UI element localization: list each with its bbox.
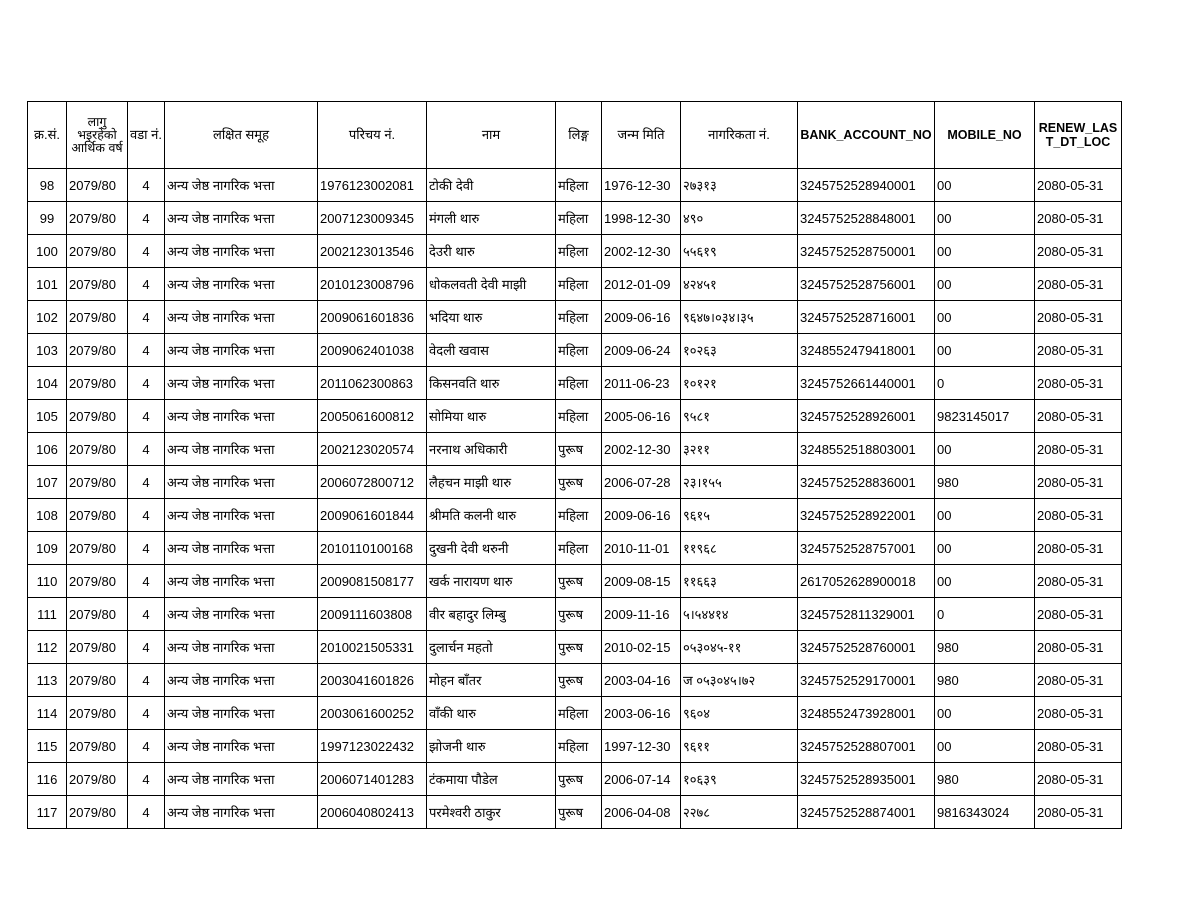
cell-fiscal-year: 2079/80 xyxy=(67,268,128,301)
cell-id-no: 2009062401038 xyxy=(318,334,427,367)
header-name: नाम xyxy=(427,102,556,169)
cell-fiscal-year: 2079/80 xyxy=(67,400,128,433)
cell-target-group: अन्य जेष्ठ नागरिक भत्ता xyxy=(165,169,318,202)
cell-citizenship-no: ०५३०४५-११ xyxy=(681,631,798,664)
cell-dob: 2006-07-14 xyxy=(602,763,681,796)
cell-bank-account-no: 3245752529170001 xyxy=(798,664,935,697)
cell-citizenship-no: २७३१३ xyxy=(681,169,798,202)
cell-dob: 2006-04-08 xyxy=(602,796,681,829)
cell-citizenship-no: ५।५४४१४ xyxy=(681,598,798,631)
cell-renew-last-dt-loc: 2080-05-31 xyxy=(1035,796,1122,829)
cell-mobile-no: 00 xyxy=(935,235,1035,268)
header-fiscal-year: लागु भइरहेको आर्थिक वर्ष xyxy=(67,102,128,169)
cell-gender: महिला xyxy=(556,367,602,400)
cell-renew-last-dt-loc: 2080-05-31 xyxy=(1035,235,1122,268)
cell-citizenship-no: ११६६३ xyxy=(681,565,798,598)
cell-mobile-no: 00 xyxy=(935,499,1035,532)
cell-gender: पुरूष xyxy=(556,565,602,598)
cell-target-group: अन्य जेष्ठ नागरिक भत्ता xyxy=(165,565,318,598)
cell-mobile-no: 00 xyxy=(935,730,1035,763)
cell-citizenship-no: ५५६१९ xyxy=(681,235,798,268)
cell-name: श्रीमति कलनी थारु xyxy=(427,499,556,532)
cell-ward: 4 xyxy=(128,268,165,301)
cell-id-no: 1997123022432 xyxy=(318,730,427,763)
cell-serial: 112 xyxy=(28,631,67,664)
cell-dob: 2002-12-30 xyxy=(602,235,681,268)
cell-dob: 1976-12-30 xyxy=(602,169,681,202)
cell-name: नरनाथ अधिकारी xyxy=(427,433,556,466)
cell-ward: 4 xyxy=(128,400,165,433)
cell-fiscal-year: 2079/80 xyxy=(67,301,128,334)
cell-name: झोजनी थारु xyxy=(427,730,556,763)
cell-renew-last-dt-loc: 2080-05-31 xyxy=(1035,301,1122,334)
cell-target-group: अन्य जेष्ठ नागरिक भत्ता xyxy=(165,697,318,730)
cell-serial: 108 xyxy=(28,499,67,532)
cell-bank-account-no: 3245752528756001 xyxy=(798,268,935,301)
table-row xyxy=(28,202,1122,235)
table-row xyxy=(28,169,1122,202)
cell-name: परमेश्वरी ठाकुर xyxy=(427,796,556,829)
cell-dob: 2009-06-16 xyxy=(602,499,681,532)
cell-dob: 2009-08-15 xyxy=(602,565,681,598)
cell-gender: महिला xyxy=(556,730,602,763)
cell-citizenship-no: १०१२१ xyxy=(681,367,798,400)
cell-serial: 104 xyxy=(28,367,67,400)
cell-serial: 109 xyxy=(28,532,67,565)
cell-serial: 105 xyxy=(28,400,67,433)
cell-dob: 2009-06-24 xyxy=(602,334,681,367)
cell-bank-account-no: 3245752528750001 xyxy=(798,235,935,268)
cell-id-no: 2003061600252 xyxy=(318,697,427,730)
cell-target-group: अन्य जेष्ठ नागरिक भत्ता xyxy=(165,301,318,334)
cell-ward: 4 xyxy=(128,631,165,664)
cell-fiscal-year: 2079/80 xyxy=(67,499,128,532)
cell-target-group: अन्य जेष्ठ नागरिक भत्ता xyxy=(165,334,318,367)
cell-gender: पुरूष xyxy=(556,466,602,499)
cell-dob: 1997-12-30 xyxy=(602,730,681,763)
table-row xyxy=(28,499,1122,532)
cell-serial: 101 xyxy=(28,268,67,301)
cell-gender: महिला xyxy=(556,499,602,532)
cell-id-no: 2006040802413 xyxy=(318,796,427,829)
cell-gender: महिला xyxy=(556,400,602,433)
cell-fiscal-year: 2079/80 xyxy=(67,433,128,466)
cell-ward: 4 xyxy=(128,730,165,763)
cell-target-group: अन्य जेष्ठ नागरिक भत्ता xyxy=(165,631,318,664)
cell-mobile-no: 00 xyxy=(935,334,1035,367)
cell-bank-account-no: 3245752528807001 xyxy=(798,730,935,763)
cell-id-no: 2007123009345 xyxy=(318,202,427,235)
cell-renew-last-dt-loc: 2080-05-31 xyxy=(1035,169,1122,202)
cell-name: वेदली खवास xyxy=(427,334,556,367)
cell-renew-last-dt-loc: 2080-05-31 xyxy=(1035,466,1122,499)
cell-mobile-no: 00 xyxy=(935,202,1035,235)
cell-gender: पुरूष xyxy=(556,631,602,664)
cell-fiscal-year: 2079/80 xyxy=(67,367,128,400)
cell-target-group: अन्य जेष्ठ नागरिक भत्ता xyxy=(165,367,318,400)
cell-name: वाँकी थारु xyxy=(427,697,556,730)
cell-bank-account-no: 3245752528848001 xyxy=(798,202,935,235)
cell-mobile-no: 980 xyxy=(935,466,1035,499)
cell-target-group: अन्य जेष्ठ नागरिक भत्ता xyxy=(165,499,318,532)
cell-gender: महिला xyxy=(556,235,602,268)
table-row xyxy=(28,235,1122,268)
cell-dob: 2002-12-30 xyxy=(602,433,681,466)
cell-mobile-no: 980 xyxy=(935,664,1035,697)
cell-fiscal-year: 2079/80 xyxy=(67,631,128,664)
cell-citizenship-no: १०२६३ xyxy=(681,334,798,367)
cell-id-no: 2009061601836 xyxy=(318,301,427,334)
cell-gender: पुरूष xyxy=(556,796,602,829)
header-row xyxy=(28,102,1122,169)
table-row xyxy=(28,367,1122,400)
cell-name: सोमिया थारु xyxy=(427,400,556,433)
cell-id-no: 1976123002081 xyxy=(318,169,427,202)
cell-gender: पुरूष xyxy=(556,763,602,796)
header-renew-last-dt-loc: RENEW_LAST_DT_LOC xyxy=(1035,102,1122,169)
header-target-group: लक्षित समूह xyxy=(165,102,318,169)
cell-renew-last-dt-loc: 2080-05-31 xyxy=(1035,367,1122,400)
cell-name: मोहन बाँतर xyxy=(427,664,556,697)
cell-name: भदिया थारु xyxy=(427,301,556,334)
cell-renew-last-dt-loc: 2080-05-31 xyxy=(1035,400,1122,433)
table-row xyxy=(28,730,1122,763)
cell-bank-account-no: 3245752661440001 xyxy=(798,367,935,400)
cell-target-group: अन्य जेष्ठ नागरिक भत्ता xyxy=(165,730,318,763)
cell-id-no: 2010123008796 xyxy=(318,268,427,301)
header-citizenship-no: नागरिकता नं. xyxy=(681,102,798,169)
cell-target-group: अन्य जेष्ठ नागरिक भत्ता xyxy=(165,598,318,631)
cell-fiscal-year: 2079/80 xyxy=(67,202,128,235)
cell-ward: 4 xyxy=(128,532,165,565)
cell-id-no: 2011062300863 xyxy=(318,367,427,400)
cell-renew-last-dt-loc: 2080-05-31 xyxy=(1035,334,1122,367)
cell-id-no: 2003041601826 xyxy=(318,664,427,697)
cell-name: धोकलवती देवी माझी xyxy=(427,268,556,301)
cell-fiscal-year: 2079/80 xyxy=(67,334,128,367)
table-row xyxy=(28,433,1122,466)
table-row xyxy=(28,763,1122,796)
cell-gender: महिला xyxy=(556,532,602,565)
cell-citizenship-no: २३।१५५ xyxy=(681,466,798,499)
cell-gender: महिला xyxy=(556,202,602,235)
cell-bank-account-no: 3245752528757001 xyxy=(798,532,935,565)
cell-bank-account-no: 3245752528716001 xyxy=(798,301,935,334)
table-row xyxy=(28,631,1122,664)
table-row xyxy=(28,466,1122,499)
cell-ward: 4 xyxy=(128,367,165,400)
cell-target-group: अन्य जेष्ठ नागरिक भत्ता xyxy=(165,796,318,829)
cell-dob: 2012-01-09 xyxy=(602,268,681,301)
header-ward: वडा नं. xyxy=(128,102,165,169)
cell-ward: 4 xyxy=(128,433,165,466)
cell-renew-last-dt-loc: 2080-05-31 xyxy=(1035,433,1122,466)
cell-id-no: 2009081508177 xyxy=(318,565,427,598)
cell-renew-last-dt-loc: 2080-05-31 xyxy=(1035,763,1122,796)
cell-id-no: 2009061601844 xyxy=(318,499,427,532)
cell-ward: 4 xyxy=(128,598,165,631)
cell-ward: 4 xyxy=(128,763,165,796)
cell-mobile-no: 980 xyxy=(935,631,1035,664)
cell-renew-last-dt-loc: 2080-05-31 xyxy=(1035,565,1122,598)
cell-ward: 4 xyxy=(128,565,165,598)
cell-bank-account-no: 3245752528926001 xyxy=(798,400,935,433)
cell-id-no: 2002123020574 xyxy=(318,433,427,466)
table-row xyxy=(28,400,1122,433)
cell-serial: 102 xyxy=(28,301,67,334)
cell-serial: 117 xyxy=(28,796,67,829)
cell-gender: महिला xyxy=(556,697,602,730)
cell-citizenship-no: ९६०४ xyxy=(681,697,798,730)
cell-renew-last-dt-loc: 2080-05-31 xyxy=(1035,268,1122,301)
cell-name: टंकमाया पौडेल xyxy=(427,763,556,796)
cell-serial: 100 xyxy=(28,235,67,268)
cell-ward: 4 xyxy=(128,499,165,532)
table-row xyxy=(28,697,1122,730)
cell-gender: पुरूष xyxy=(556,598,602,631)
cell-bank-account-no: 3245752811329001 xyxy=(798,598,935,631)
cell-fiscal-year: 2079/80 xyxy=(67,730,128,763)
cell-fiscal-year: 2079/80 xyxy=(67,466,128,499)
cell-fiscal-year: 2079/80 xyxy=(67,532,128,565)
cell-name: वीर बहादुर लिम्बु xyxy=(427,598,556,631)
cell-bank-account-no: 3245752528940001 xyxy=(798,169,935,202)
cell-serial: 111 xyxy=(28,598,67,631)
cell-bank-account-no: 3248552473928001 xyxy=(798,697,935,730)
cell-mobile-no: 00 xyxy=(935,433,1035,466)
table-row xyxy=(28,532,1122,565)
cell-target-group: अन्य जेष्ठ नागरिक भत्ता xyxy=(165,532,318,565)
header-serial: क्र.सं. xyxy=(28,102,67,169)
cell-ward: 4 xyxy=(128,301,165,334)
cell-target-group: अन्य जेष्ठ नागरिक भत्ता xyxy=(165,664,318,697)
cell-id-no: 2002123013546 xyxy=(318,235,427,268)
header-gender: लिङ्ग xyxy=(556,102,602,169)
header-bank-account-no: BANK_ACCOUNT_NO xyxy=(798,102,935,169)
cell-citizenship-no: ९५८१ xyxy=(681,400,798,433)
cell-id-no: 2006071401283 xyxy=(318,763,427,796)
table-row xyxy=(28,301,1122,334)
cell-target-group: अन्य जेष्ठ नागरिक भत्ता xyxy=(165,400,318,433)
cell-mobile-no: 00 xyxy=(935,301,1035,334)
cell-ward: 4 xyxy=(128,796,165,829)
table-row xyxy=(28,268,1122,301)
cell-citizenship-no: ९६१५ xyxy=(681,499,798,532)
header-id-no: परिचय नं. xyxy=(318,102,427,169)
cell-citizenship-no: १०६३९ xyxy=(681,763,798,796)
cell-bank-account-no: 3245752528922001 xyxy=(798,499,935,532)
cell-fiscal-year: 2079/80 xyxy=(67,169,128,202)
cell-dob: 2006-07-28 xyxy=(602,466,681,499)
cell-gender: महिला xyxy=(556,169,602,202)
cell-mobile-no: 00 xyxy=(935,565,1035,598)
cell-target-group: अन्य जेष्ठ नागरिक भत्ता xyxy=(165,763,318,796)
cell-dob: 2005-06-16 xyxy=(602,400,681,433)
cell-name: टोकी देवी xyxy=(427,169,556,202)
cell-id-no: 2010021505331 xyxy=(318,631,427,664)
cell-ward: 4 xyxy=(128,466,165,499)
table-header xyxy=(28,102,1122,169)
cell-mobile-no: 9816343024 xyxy=(935,796,1035,829)
cell-dob: 2003-04-16 xyxy=(602,664,681,697)
cell-mobile-no: 00 xyxy=(935,532,1035,565)
cell-target-group: अन्य जेष्ठ नागरिक भत्ता xyxy=(165,202,318,235)
cell-serial: 114 xyxy=(28,697,67,730)
cell-citizenship-no: ९६११ xyxy=(681,730,798,763)
cell-renew-last-dt-loc: 2080-05-31 xyxy=(1035,697,1122,730)
cell-serial: 110 xyxy=(28,565,67,598)
cell-renew-last-dt-loc: 2080-05-31 xyxy=(1035,730,1122,763)
cell-bank-account-no: 3245752528874001 xyxy=(798,796,935,829)
cell-dob: 1998-12-30 xyxy=(602,202,681,235)
table-row xyxy=(28,664,1122,697)
cell-name: किसनवति थारु xyxy=(427,367,556,400)
cell-gender: पुरूष xyxy=(556,433,602,466)
cell-target-group: अन्य जेष्ठ नागरिक भत्ता xyxy=(165,235,318,268)
header-mobile-no: MOBILE_NO xyxy=(935,102,1035,169)
cell-id-no: 2009111603808 xyxy=(318,598,427,631)
cell-dob: 2009-11-16 xyxy=(602,598,681,631)
cell-serial: 99 xyxy=(28,202,67,235)
cell-dob: 2009-06-16 xyxy=(602,301,681,334)
cell-citizenship-no: ज ०५३०४५।७२ xyxy=(681,664,798,697)
cell-fiscal-year: 2079/80 xyxy=(67,697,128,730)
cell-gender: महिला xyxy=(556,301,602,334)
cell-mobile-no: 0 xyxy=(935,367,1035,400)
cell-citizenship-no: ४९० xyxy=(681,202,798,235)
cell-ward: 4 xyxy=(128,697,165,730)
cell-name: लैहचन माझी थारु xyxy=(427,466,556,499)
cell-mobile-no: 0 xyxy=(935,598,1035,631)
cell-fiscal-year: 2079/80 xyxy=(67,763,128,796)
cell-citizenship-no: ३२११ xyxy=(681,433,798,466)
cell-mobile-no: 00 xyxy=(935,268,1035,301)
cell-fiscal-year: 2079/80 xyxy=(67,598,128,631)
cell-bank-account-no: 3248552479418001 xyxy=(798,334,935,367)
cell-dob: 2010-11-01 xyxy=(602,532,681,565)
cell-ward: 4 xyxy=(128,664,165,697)
cell-name: दुखनी देवी थरुनी xyxy=(427,532,556,565)
cell-target-group: अन्य जेष्ठ नागरिक भत्ता xyxy=(165,268,318,301)
cell-bank-account-no: 2617052628900018 xyxy=(798,565,935,598)
cell-gender: पुरूष xyxy=(556,664,602,697)
cell-mobile-no: 00 xyxy=(935,169,1035,202)
cell-id-no: 2005061600812 xyxy=(318,400,427,433)
table-row xyxy=(28,334,1122,367)
table-body xyxy=(28,169,1122,829)
cell-bank-account-no: 3245752528935001 xyxy=(798,763,935,796)
cell-renew-last-dt-loc: 2080-05-31 xyxy=(1035,532,1122,565)
cell-name: खर्क नारायण थारु xyxy=(427,565,556,598)
cell-bank-account-no: 3248552518803001 xyxy=(798,433,935,466)
cell-gender: महिला xyxy=(556,334,602,367)
cell-serial: 106 xyxy=(28,433,67,466)
cell-id-no: 2010110100168 xyxy=(318,532,427,565)
table-row xyxy=(28,565,1122,598)
records-table xyxy=(27,101,1122,829)
cell-name: दुलार्चन महतो xyxy=(427,631,556,664)
cell-dob: 2003-06-16 xyxy=(602,697,681,730)
cell-ward: 4 xyxy=(128,334,165,367)
cell-bank-account-no: 3245752528836001 xyxy=(798,466,935,499)
cell-target-group: अन्य जेष्ठ नागरिक भत्ता xyxy=(165,466,318,499)
cell-target-group: अन्य जेष्ठ नागरिक भत्ता xyxy=(165,433,318,466)
cell-serial: 115 xyxy=(28,730,67,763)
cell-citizenship-no: ४२४५१ xyxy=(681,268,798,301)
cell-serial: 107 xyxy=(28,466,67,499)
cell-citizenship-no: ११९६८ xyxy=(681,532,798,565)
cell-dob: 2011-06-23 xyxy=(602,367,681,400)
cell-serial: 113 xyxy=(28,664,67,697)
cell-fiscal-year: 2079/80 xyxy=(67,235,128,268)
cell-fiscal-year: 2079/80 xyxy=(67,664,128,697)
cell-serial: 116 xyxy=(28,763,67,796)
cell-dob: 2010-02-15 xyxy=(602,631,681,664)
cell-ward: 4 xyxy=(128,202,165,235)
cell-serial: 98 xyxy=(28,169,67,202)
cell-mobile-no: 00 xyxy=(935,697,1035,730)
cell-name: देउरी थारु xyxy=(427,235,556,268)
cell-serial: 103 xyxy=(28,334,67,367)
cell-gender: महिला xyxy=(556,268,602,301)
cell-fiscal-year: 2079/80 xyxy=(67,565,128,598)
cell-citizenship-no: ९६४७।०३४।३५ xyxy=(681,301,798,334)
cell-citizenship-no: २२७८ xyxy=(681,796,798,829)
cell-mobile-no: 9823145017 xyxy=(935,400,1035,433)
cell-ward: 4 xyxy=(128,235,165,268)
table-row xyxy=(28,796,1122,829)
cell-renew-last-dt-loc: 2080-05-31 xyxy=(1035,664,1122,697)
cell-bank-account-no: 3245752528760001 xyxy=(798,631,935,664)
cell-mobile-no: 980 xyxy=(935,763,1035,796)
cell-fiscal-year: 2079/80 xyxy=(67,796,128,829)
cell-id-no: 2006072800712 xyxy=(318,466,427,499)
cell-name: मंगली थारु xyxy=(427,202,556,235)
cell-renew-last-dt-loc: 2080-05-31 xyxy=(1035,598,1122,631)
cell-ward: 4 xyxy=(128,169,165,202)
table-row xyxy=(28,598,1122,631)
cell-renew-last-dt-loc: 2080-05-31 xyxy=(1035,499,1122,532)
cell-renew-last-dt-loc: 2080-05-31 xyxy=(1035,202,1122,235)
cell-renew-last-dt-loc: 2080-05-31 xyxy=(1035,631,1122,664)
header-dob: जन्म मिति xyxy=(602,102,681,169)
